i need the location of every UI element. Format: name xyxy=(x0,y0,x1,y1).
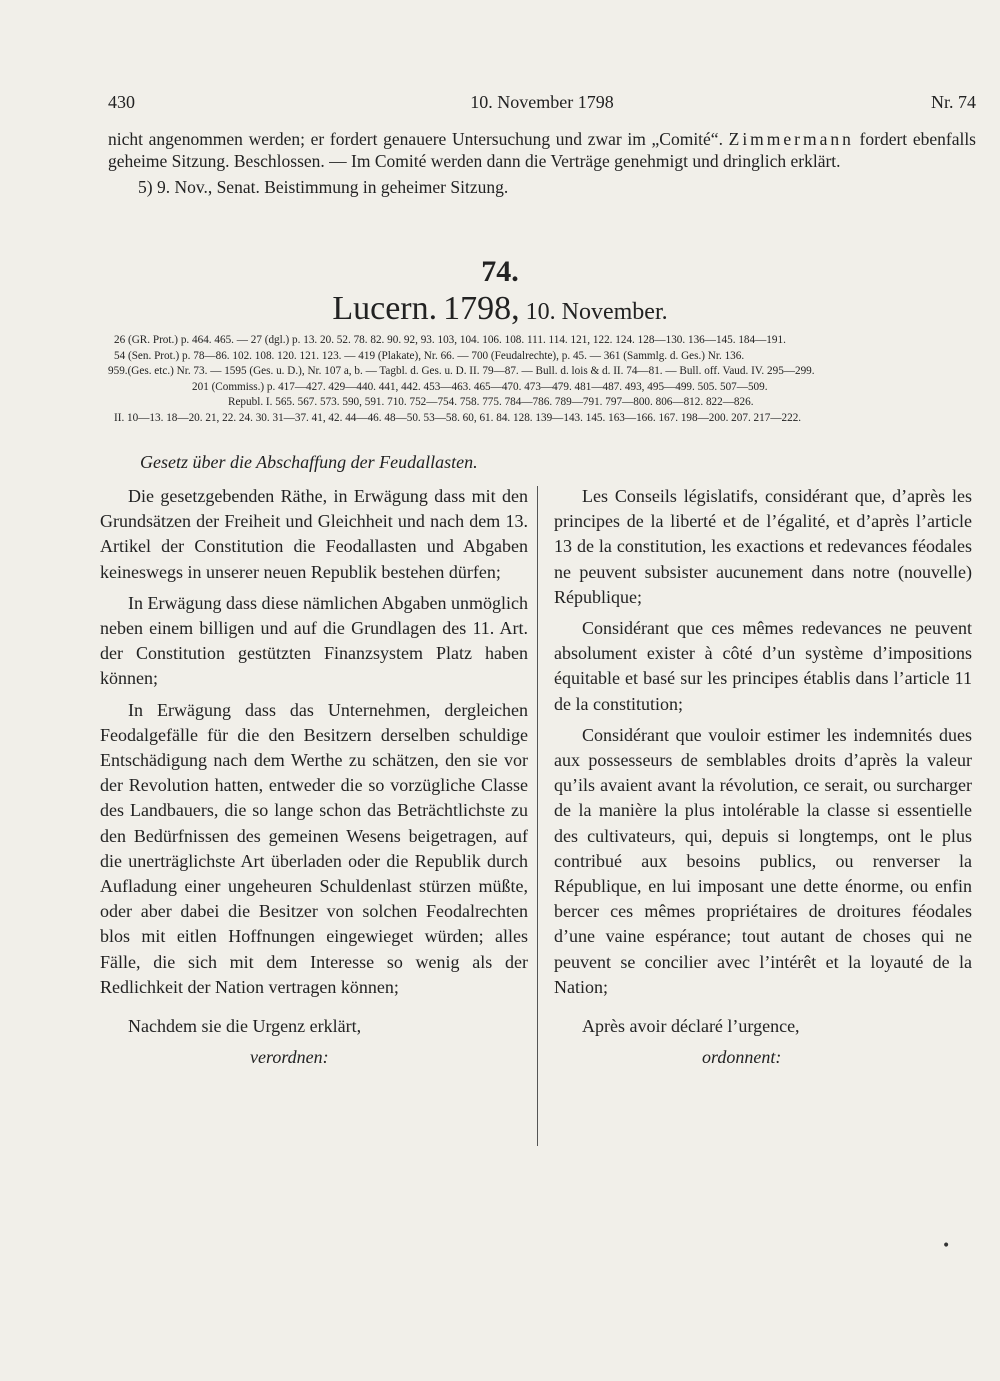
german-column xyxy=(100,484,528,1070)
column-divider xyxy=(537,486,538,1146)
document-date: 10. November. xyxy=(525,299,668,325)
running-head-date: 10. November 1798 xyxy=(470,92,614,112)
page-number: 430 xyxy=(108,92,135,112)
source-line: II. 10—13. 18—20. 21, 22. 24. 30. 31—37. 41, 42. 44—46. 48—50. 53—58. 60, 61. 84. 128. 139—143. 145. 163—166. 167. 198—200. 207. 217—222. xyxy=(114,411,802,424)
document-place: Lucern. xyxy=(332,290,438,327)
french-paragraph: Considérant que vouloir estimer les indemnités dues aux possesseurs de semblables droits d’après la valeur qu’ils avaient avant la révolution, ce serait, ou surcharger de la manière la plus intolérable la classe si essentielle des cultivateurs, qui, depuis si longtemps, ont le plus contribué aux besoins publics, ou renverser la République, en lui imposant une dette énorme, ou enfin bercer ces mêmes propriétaires de droitures féodales d’une vaine espérance; tout autant de choses qui ne peuvent se concilier avec l’intérêt et la loyauté de la Nation; xyxy=(554,724,972,997)
intro-text xyxy=(108,128,976,198)
german-closing: Nachdem sie die Urgenz erklärt, xyxy=(128,1016,362,1037)
intro-text-b: fordert ebenfalls geheime Sitzung. Beschlossen. — Im Comité werden dann die Verträge genehmigt und dringlich erklärt. xyxy=(108,129,976,171)
document-heading xyxy=(0,290,1000,328)
french-action: ordonnent: xyxy=(702,1047,782,1068)
german-paragraph: In Erwägung dass das Unternehmen, dergleichen Feodalgefälle für die den Besitzern derselben schuldige Entschädigung nach dem Werthe zu schätzen, den sie vor der Revolution hatten, entweder die so vorzügliche Classe des Landbauers, die so lange schon das Beträchtlichste zu den Bedürfnissen des gemeinen Wesens beigetragen, auf die unerträglichste Art überladen oder die Republik durch Aufladung einer ungeheuren Schuldenlast stürzen müßte, oder aber dabei die Besitzer von solchen Feodalrechten blos mit eitlen Hoffnungen eingewieget würden; alles Fälle, die sich mit dem Interesse so wenig als der Redlichkeit der Nation vertragen können; xyxy=(100,699,528,997)
source-line: 201 (Commiss.) p. 417—427. 429—440. 441, 442. 453—463. 465—470. 473—479. 481—487. 493, 495—499. 505. 507—509. xyxy=(192,380,768,393)
french-paragraph: Les Conseils législatifs, considérant que, d’après les principes de la liberté et de l’égalité, et d’après l’article 13 de la constitution, les exactions et redevances féodales ne peuvent subsister aucunement dans notre (nouvelle) République; xyxy=(554,486,972,607)
intro-name: Zimmermann xyxy=(728,129,854,149)
source-line: 54 (Sen. Prot.) p. 78—86. 102. 108. 120. 121. 123. — 419 (Plakate), Nr. 66. — 700 (Feudalrechte), p. 45. — 361 (Sammlg. d. Ges.) Nr. 136. xyxy=(114,349,745,362)
source-line: Republ. I. 565. 567. 573. 590, 591. 710. 752—754. 758. 775. 784—786. 789—791. 797—800. 806—812. 822—826. xyxy=(228,396,754,408)
source-line: 26 (GR. Prot.) p. 464. 465. — 27 (dgl.) p. 13. 20. 52. 78. 82. 90. 92, 93. 103, 104. 106. 108. 111. 114. 121, 122. 124. 128—130. 136—145. 184—191. xyxy=(114,334,786,346)
french-paragraph: Considérant que ces mêmes redevances ne peuvent absolument exister à côté d’un système d’impositions équitable et basé sur les principes établis dans l’article 11 de la constitution; xyxy=(554,618,972,714)
source-references xyxy=(108,333,976,426)
document-year: 1798, xyxy=(443,290,520,327)
french-closing: Après avoir déclaré l’urgence, xyxy=(582,1016,800,1037)
running-head-doc-ref: Nr. 74 xyxy=(931,92,976,112)
law-title: Gesetz über die Abschaffung der Feudallasten. xyxy=(140,452,478,472)
source-line: 959.(Ges. etc.) Nr. 73. — 1595 (Ges. u. D.), Nr. 107 a, b. — Tagbl. d. Ges. u. D. II. 79—87. — Bull. d. lois & d. II. 74—81. — Bull. off. Vaud. IV. 295—299. xyxy=(108,365,815,377)
german-paragraph: Die gesetzgebenden Räthe, in Erwägung dass mit den Grundsätzen der Freiheit und Gleichheit und nach dem 13. Artikel der Constitution die Feodallasten und Abgaben keineswegs in unserer neuen Republik bestehen dürfen; xyxy=(100,486,528,582)
ink-mark: • xyxy=(942,1238,951,1254)
french-column xyxy=(554,484,972,1070)
intro-paragraph xyxy=(108,128,976,172)
document-number: 74. xyxy=(481,255,519,288)
german-action: verordnen: xyxy=(250,1047,329,1068)
running-head xyxy=(108,92,976,114)
intro-senate-line: 5) 9. Nov., Senat. Beistimmung in geheimer Sitzung. xyxy=(138,177,509,197)
german-paragraph: In Erwägung dass diese nämlichen Abgaben unmöglich neben einem billigen und auf die Grundlagen des 11. Art. der Constitution gestützten Finanzsystem Platz haben können; xyxy=(100,592,528,689)
intro-text-a: nicht angenommen werden; er fordert genauere Untersuchung und zwar im „Comité“. xyxy=(108,129,729,149)
